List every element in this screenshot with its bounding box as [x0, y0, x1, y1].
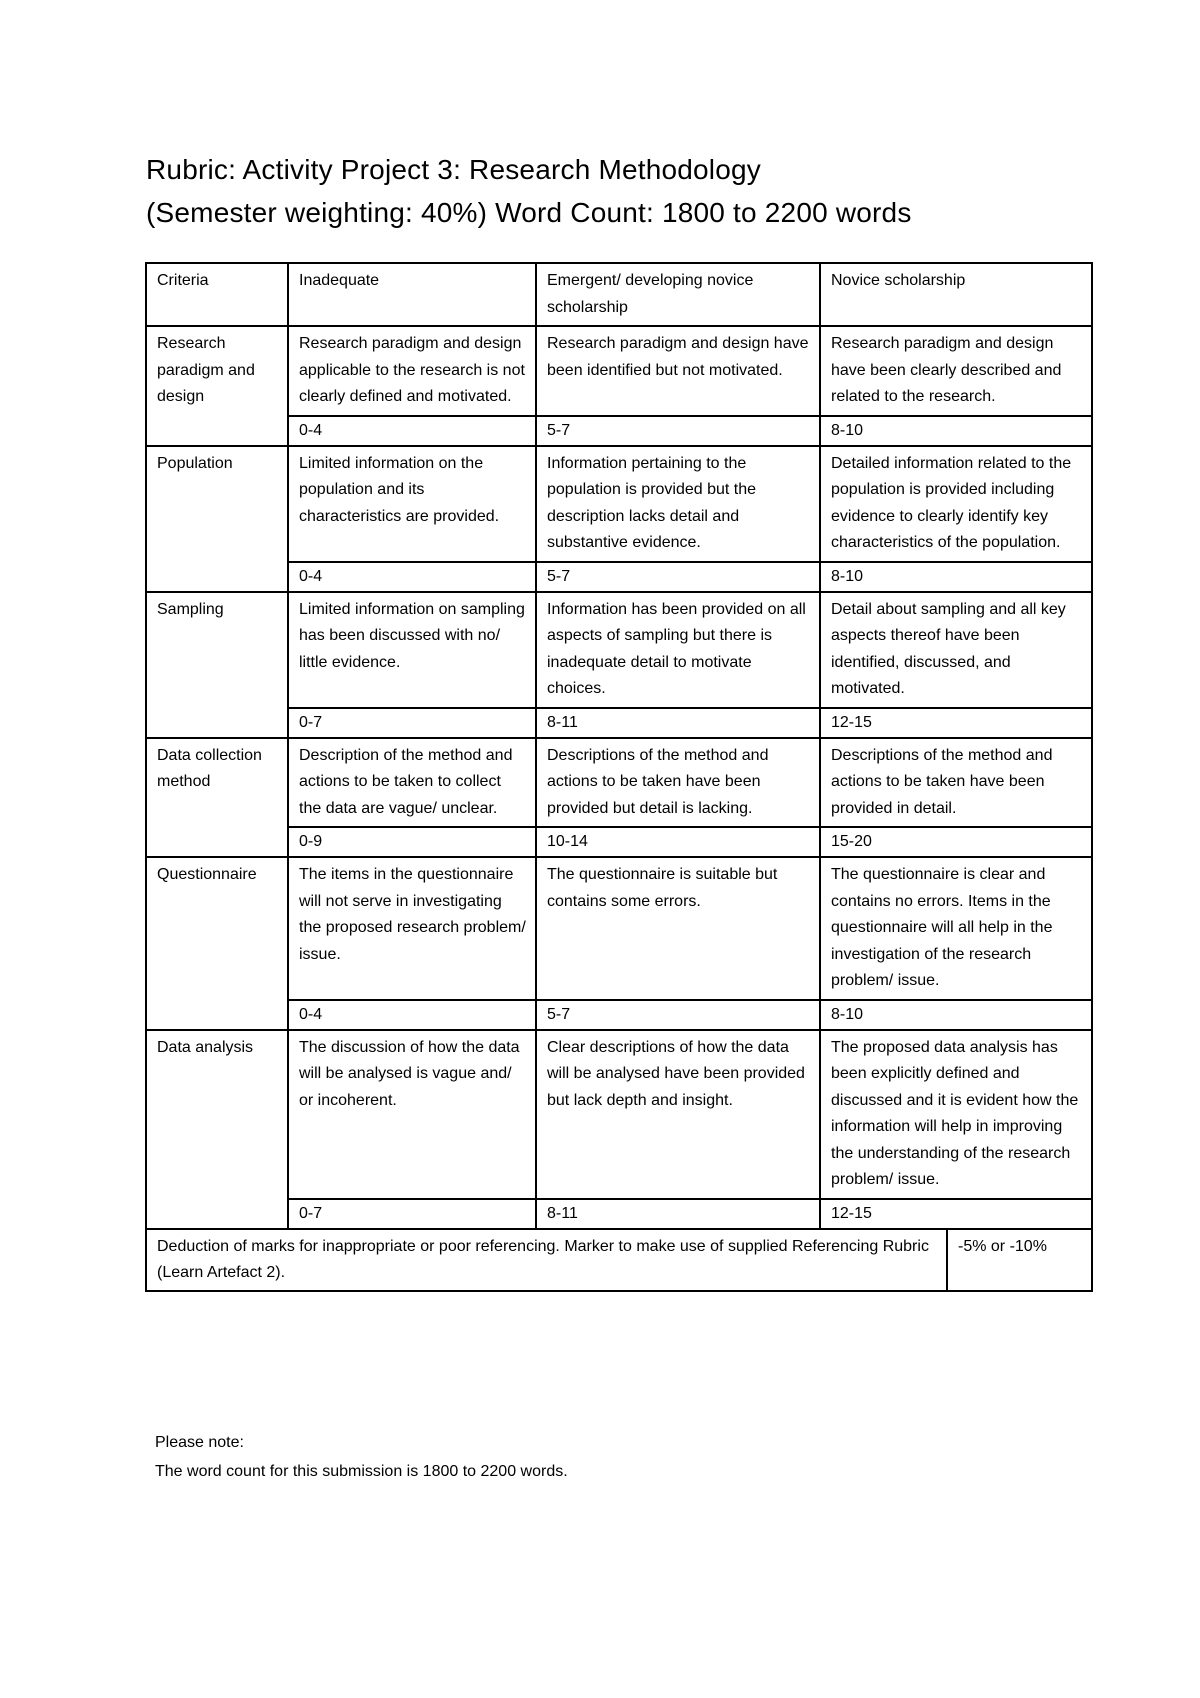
table-row [146, 738, 1092, 828]
deduction-value: -5% or -10% [947, 1229, 1092, 1291]
criterion-cell: Data analysis [146, 1030, 288, 1229]
score-row [146, 1199, 1092, 1229]
descriptor-novice: Research paradigm and design have been clearly described and related to the research. [820, 326, 1092, 416]
title-line-2: (Semester weighting: 40%) Word Count: 1800 to 2200 words [146, 197, 912, 228]
score-row [146, 708, 1092, 738]
criterion-cell: Research paradigm and design [146, 326, 288, 446]
descriptor-emergent: The questionnaire is suitable but contains some errors. [536, 857, 820, 1000]
score-novice: 15-20 [820, 827, 1092, 857]
score-novice: 12-15 [820, 1199, 1092, 1229]
header-criteria: Criteria [146, 263, 288, 326]
score-row [146, 1000, 1092, 1030]
descriptor-emergent: Descriptions of the method and actions to be taken have been provided but detail is lacking. [536, 738, 820, 828]
note-block [155, 1428, 568, 1486]
score-emergent: 5-7 [536, 562, 820, 592]
descriptor-inadequate: The discussion of how the data will be analysed is vague and/ or incoherent. [288, 1030, 536, 1199]
score-row [146, 562, 1092, 592]
score-emergent: 5-7 [536, 1000, 820, 1030]
criterion-cell: Questionnaire [146, 857, 288, 1030]
score-inadequate: 0-4 [288, 416, 536, 446]
table-row [146, 592, 1092, 708]
score-inadequate: 0-7 [288, 708, 536, 738]
header-inadequate: Inadequate [288, 263, 536, 326]
score-inadequate: 0-4 [288, 1000, 536, 1030]
deduction-text: Deduction of marks for inappropriate or poor referencing. Marker to make use of supplied Referencing Rubric (Learn Artefact 2). [146, 1229, 947, 1291]
descriptor-inadequate: Limited information on sampling has been discussed with no/ little evidence. [288, 592, 536, 708]
note-heading: Please note: [155, 1434, 244, 1451]
score-inadequate: 0-9 [288, 827, 536, 857]
descriptor-inadequate: Research paradigm and design applicable to the research is not clearly defined and motivated. [288, 326, 536, 416]
document-title [146, 148, 912, 234]
descriptor-novice: The proposed data analysis has been explicitly defined and discussed and it is evident how the information will help in improving the understanding of the research problem/ issue. [820, 1030, 1092, 1199]
table-row [146, 446, 1092, 562]
score-novice: 8-10 [820, 1000, 1092, 1030]
table-row [146, 857, 1092, 1000]
header-novice: Novice scholarship [820, 263, 1092, 326]
descriptor-novice: The questionnaire is clear and contains no errors. Items in the questionnaire will all help in the investigation of the research problem/ issue. [820, 857, 1092, 1000]
score-emergent: 10-14 [536, 827, 820, 857]
criterion-cell: Population [146, 446, 288, 592]
descriptor-inadequate: The items in the questionnaire will not serve in investigating the proposed research problem/ issue. [288, 857, 536, 1000]
score-row [146, 827, 1092, 857]
criterion-cell: Sampling [146, 592, 288, 738]
score-novice: 8-10 [820, 416, 1092, 446]
score-emergent: 8-11 [536, 1199, 820, 1229]
descriptor-emergent: Information has been provided on all aspects of sampling but there is inadequate detail to motivate choices. [536, 592, 820, 708]
score-novice: 8-10 [820, 562, 1092, 592]
descriptor-novice: Descriptions of the method and actions to be taken have been provided in detail. [820, 738, 1092, 828]
deduction-row [146, 1229, 1092, 1291]
score-inadequate: 0-7 [288, 1199, 536, 1229]
score-emergent: 8-11 [536, 708, 820, 738]
rubric-table [145, 262, 1093, 1292]
descriptor-emergent: Research paradigm and design have been identified but not motivated. [536, 326, 820, 416]
table-header-row [146, 263, 1092, 326]
score-novice: 12-15 [820, 708, 1092, 738]
score-inadequate: 0-4 [288, 562, 536, 592]
descriptor-novice: Detail about sampling and all key aspects thereof have been identified, discussed, and motivated. [820, 592, 1092, 708]
score-emergent: 5-7 [536, 416, 820, 446]
header-emergent: Emergent/ developing novice scholarship [536, 263, 820, 326]
descriptor-novice: Detailed information related to the population is provided including evidence to clearly identify key characteristics of the population. [820, 446, 1092, 562]
criterion-cell: Data collection method [146, 738, 288, 858]
descriptor-inadequate: Description of the method and actions to be taken to collect the data are vague/ unclear. [288, 738, 536, 828]
descriptor-emergent: Information pertaining to the population is provided but the description lacks detail and substantive evidence. [536, 446, 820, 562]
table-row [146, 1030, 1092, 1199]
note-text: The word count for this submission is 1800 to 2200 words. [155, 1463, 568, 1480]
descriptor-inadequate: Limited information on the population and its characteristics are provided. [288, 446, 536, 562]
score-row [146, 416, 1092, 446]
descriptor-emergent: Clear descriptions of how the data will be analysed have been provided but lack depth and insight. [536, 1030, 820, 1199]
title-line-1: Rubric: Activity Project 3: Research Methodology [146, 154, 761, 185]
table-row [146, 326, 1092, 416]
